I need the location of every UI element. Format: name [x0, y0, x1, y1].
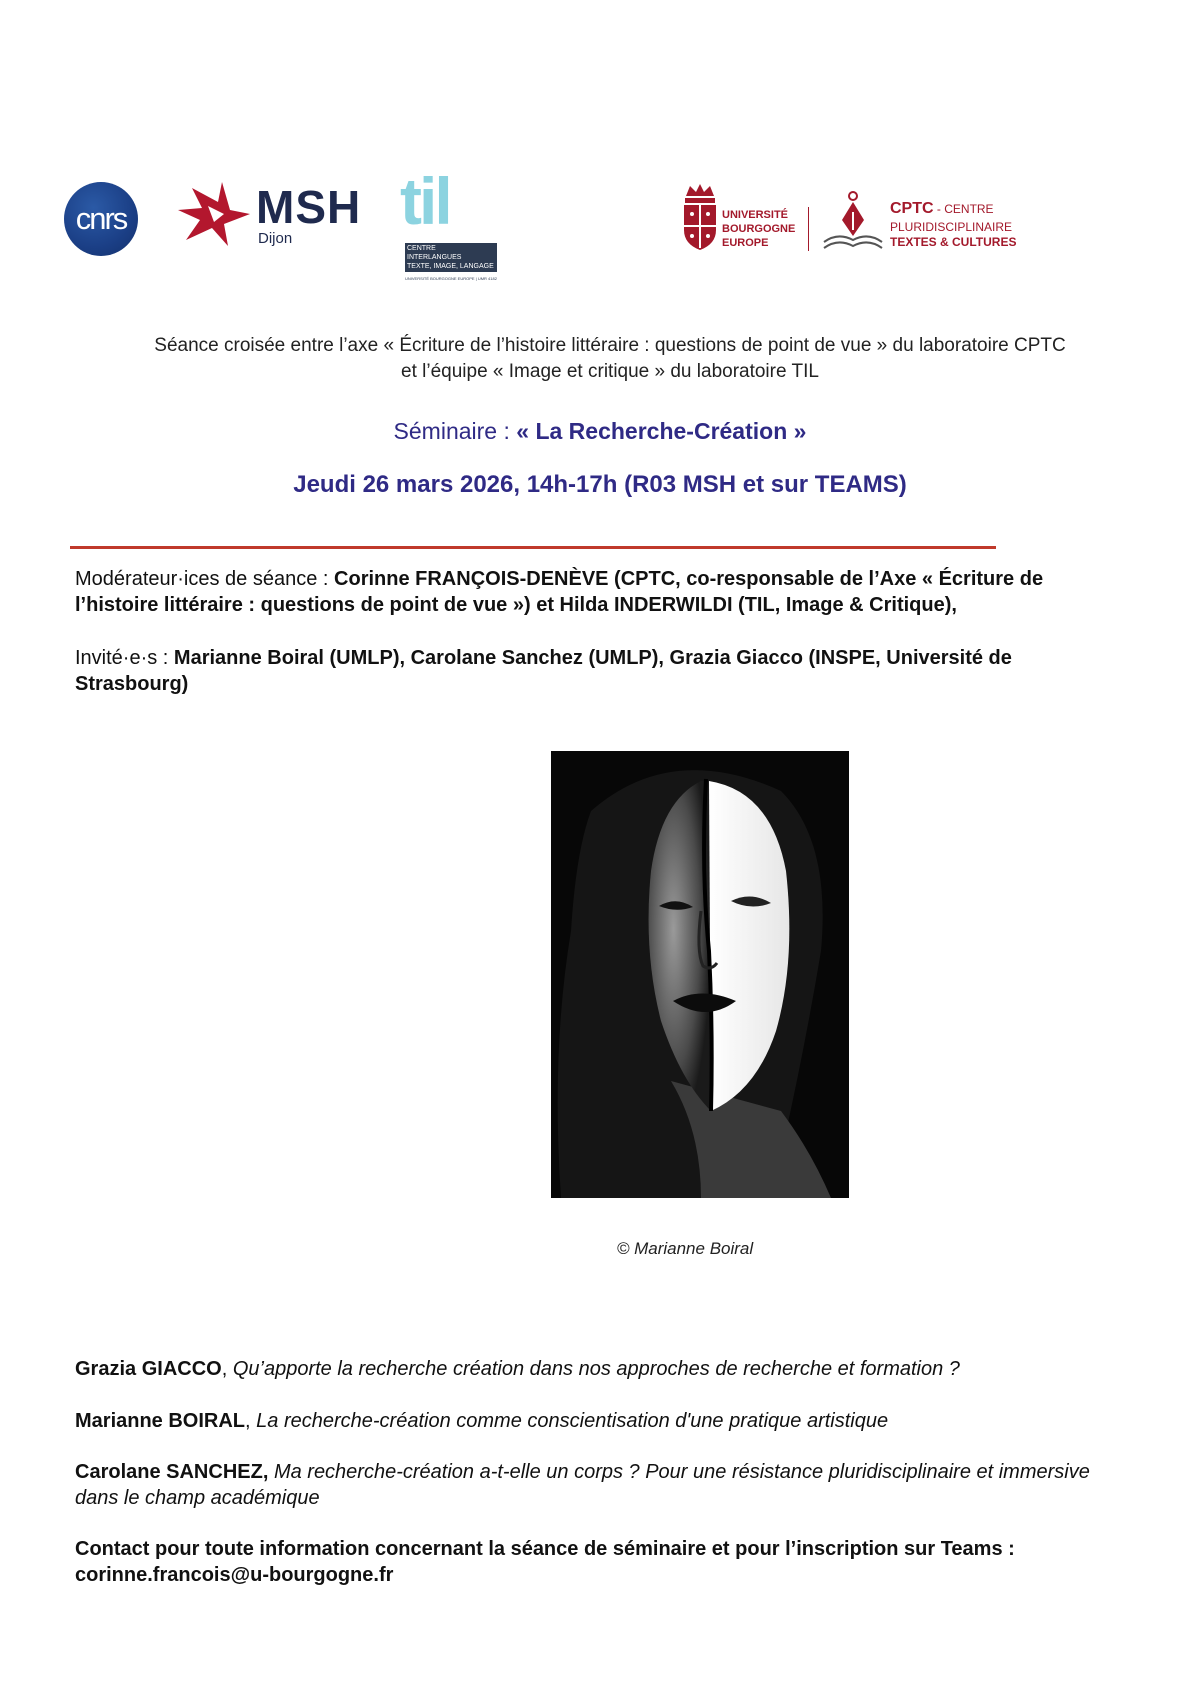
cnrs-logo	[64, 182, 138, 256]
invites-paragraph	[75, 645, 1125, 697]
ube-line: EUROPE	[722, 237, 769, 249]
ube-line: UNIVERSITÉ	[722, 209, 789, 221]
crown-shield-icon	[680, 182, 720, 252]
talk-speaker: Marianne BOIRAL	[75, 1410, 246, 1432]
seminar-heading	[150, 418, 1050, 445]
til-sub-line: TEXTE, IMAGE, LANGAGE	[407, 263, 494, 270]
msh-logo-text: MSH	[256, 181, 362, 233]
universite-bourgogne-europe-logo	[680, 182, 810, 252]
talk-item	[75, 1408, 1125, 1434]
cptc-logo-line3: TEXTES & CULTURES	[890, 235, 1017, 249]
seminar-title: « La Recherche-Création »	[516, 418, 807, 444]
cptc-logo	[820, 190, 1040, 260]
msh-logo-subtext: Dijon	[258, 230, 293, 247]
til-logo-foot: UNIVERSITÉ BOURGOGNE EUROPE | UMR 4182	[405, 276, 497, 281]
cptc-dash-text: - CENTRE	[933, 202, 994, 216]
talk-title: La recherche-création comme conscientisation d'une pratique artistique	[256, 1410, 889, 1432]
ube-line: BOURGOGNE	[722, 223, 796, 235]
talk-separator: ,	[221, 1358, 233, 1380]
invites-text: Marianne Boiral (UMLP), Carolane Sanchez (UMLP), Grazia Giacco (INSPE, Université de Strasbourg)	[75, 647, 1012, 695]
talk-item	[75, 1459, 1125, 1511]
talk-title: Qu’apporte la recherche création dans nos approches de recherche et formation ?	[232, 1358, 960, 1380]
talk-title: Ma recherche-création a-t-elle un corps ? Pour une résistance pluridisciplinaire et immersive dans le champ académique	[75, 1461, 1090, 1509]
session-intro: Séance croisée entre l’axe « Écriture de l’histoire littéraire : questions de point de vue » du laboratoire CPTC et l’équipe « Image et critique » du laboratoire TIL	[154, 335, 1066, 382]
cptc-logo-title	[890, 200, 994, 218]
portrait-photo	[551, 751, 849, 1198]
logo-divider	[808, 207, 809, 251]
photo-credit: © Marianne Boiral	[616, 1239, 754, 1258]
moderators-label: Modérateur·ices de séance :	[75, 568, 335, 590]
talk-speaker: Carolane SANCHEZ,	[75, 1461, 269, 1483]
invites-label: Invité·e·s :	[75, 647, 174, 669]
til-logo-text: til	[400, 164, 450, 238]
til-sub-line: CENTRE	[407, 245, 436, 252]
divider-rule	[70, 546, 996, 549]
contact-info: Contact pour toute information concernant la séance de séminaire et pour l’inscription sur Teams : corinne.francois@u-bourgogne.fr	[75, 1538, 1015, 1586]
talk-separator: ,	[245, 1410, 257, 1432]
ube-logo-text	[722, 208, 795, 250]
moderators-paragraph	[75, 566, 1125, 618]
cptc-logo-line2: PLURIDISCIPLINAIRE	[890, 220, 1013, 234]
til-logo-subtitle	[405, 243, 497, 272]
msh-star-icon	[178, 180, 252, 250]
seminar-prefix: Séminaire :	[393, 418, 517, 444]
cptc-acronym: CPTC	[890, 200, 934, 217]
pen-nib-book-icon	[820, 190, 886, 256]
portrait-image	[551, 751, 849, 1198]
til-sub-line: INTERLANGUES	[407, 254, 462, 261]
cnrs-logo-text: cnrs	[75, 201, 127, 236]
til-logo	[398, 164, 498, 281]
talk-item	[75, 1356, 1125, 1382]
msh-dijon-logo	[178, 180, 368, 250]
moderators-text: Corinne FRANÇOIS-DENÈVE (CPTC, co-responsable de l’Axe « Écriture de l’histoire littéraire : questions de point de vue ») et Hilda INDERWILDI (TIL, Image & Critique),	[75, 568, 1044, 616]
session-date: Jeudi 26 mars 2026, 14h-17h (R03 MSH et sur TEAMS)	[293, 471, 907, 498]
talk-speaker: Grazia GIACCO	[75, 1358, 222, 1380]
